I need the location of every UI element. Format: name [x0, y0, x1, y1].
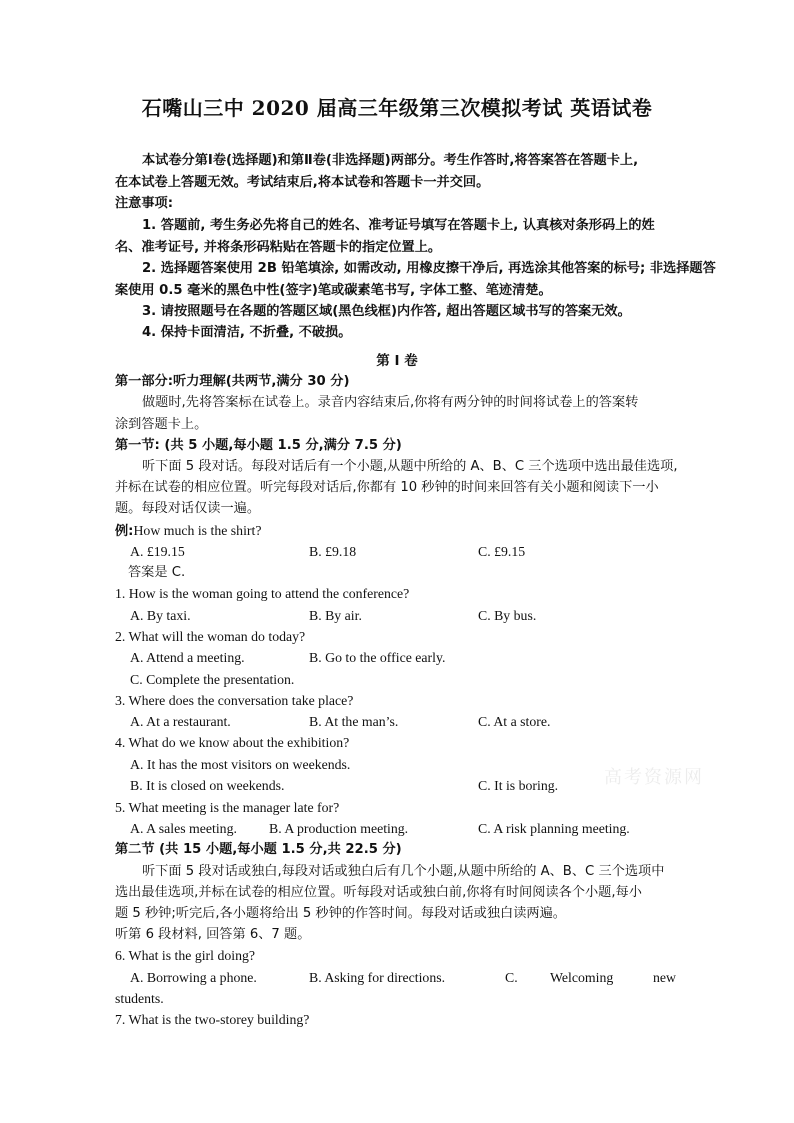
intro-line-2: 在本试卷上答题无效。考试结束后,将本试卷和答题卡一并交回。	[115, 175, 490, 190]
example-answer: 答案是 C.	[128, 565, 186, 580]
section-two-desc-2: 选出最佳选项,并标在试卷的相应位置。听每段对话或独白前,你将有时间阅读各个小题,每小	[115, 885, 642, 900]
notice-item-1b: 名、准考证号, 并将条形码粘贴在答题卡的指定位置上。	[115, 240, 442, 255]
q6-option-a: A. Borrowing a phone.	[130, 970, 257, 985]
q5-option-c: C. A risk planning meeting.	[478, 821, 630, 836]
section-one-desc-2: 并标在试卷的相应位置。听完每段对话后,你都有 10 秒钟的时间来回答有关小题和阅读下一小	[115, 480, 659, 495]
q5-option-b: B. A production meeting.	[269, 821, 409, 836]
notice-heading: 注意事项:	[115, 196, 174, 211]
q6-option-b: B. Asking for directions.	[309, 970, 446, 985]
example-question-text: How much is the shirt?	[133, 523, 262, 538]
example-option-c: C. £9.15	[478, 544, 526, 559]
question-3: 3. Where does the conversation take place?	[115, 693, 354, 708]
watermark: 高考资源网	[604, 767, 704, 788]
q6-option-c-continued: students.	[115, 991, 164, 1006]
question-7: 7. What is the two-storey building?	[115, 1012, 310, 1027]
q1-option-a: A. By taxi.	[130, 608, 191, 623]
material-6-label: 听第 6 段材料, 回答第 6、7 题。	[115, 927, 311, 942]
q4-option-a: A. It has the most visitors on weekends.	[130, 757, 351, 772]
part-one-desc-1: 做题时,先将答案标在试卷上。录音内容结束后,你将有两分钟的时间将试卷上的答案转	[142, 395, 639, 410]
section-one-desc-3: 题。每段对话仅读一遍。	[115, 501, 261, 516]
example-option-a: A. £19.15	[130, 544, 185, 559]
question-2: 2. What will the woman do today?	[115, 629, 306, 644]
notice-item-2b: 案使用 0.5 毫米的黑色中性(签字)笔或碳素笔书写, 字体工整、笔迹清楚。	[115, 283, 552, 298]
question-6: 6. What is the girl doing?	[115, 948, 255, 963]
q3-option-c: C. At a store.	[478, 714, 551, 729]
q1-option-c: C. By bus.	[478, 608, 537, 623]
q5-option-a: A. A sales meeting.	[130, 821, 237, 836]
q6-option-c-word-2: new	[653, 970, 676, 985]
section-two-desc-1: 听下面 5 段对话或独白,每段对话或独白后有几个小题,从题中所给的 A、B、C 三个选项中	[142, 864, 665, 879]
notice-item-1a: 1. 答题前, 考生务必先将自己的姓名、准考证号填写在答题卡上, 认真核对条形码上的姓	[142, 218, 655, 233]
section-two-heading: 第二节 (共 15 小题,每小题 1.5 分,共 22.5 分)	[115, 842, 402, 857]
section-one-heading: 第一节: (共 5 小题,每小题 1.5 分,满分 7.5 分)	[115, 438, 402, 453]
q3-option-b: B. At the man’s.	[309, 714, 399, 729]
notice-item-2a: 2. 选择题答案使用 2B 铅笔填涂, 如需改动, 用橡皮擦干净后, 再选涂其他答案的标号; 非选择题答	[142, 261, 716, 276]
example-question	[115, 520, 261, 542]
q2-option-b: B. Go to the office early.	[309, 650, 446, 665]
notice-item-3: 3. 请按照题号在各题的答题区域(黑色线框)内作答, 超出答题区域书写的答案无效。	[142, 304, 631, 319]
page-title: 石嘴山三中 2020 届高三年级第三次模拟考试 英语试卷	[141, 96, 653, 120]
volume-one-heading: 第 Ⅰ 卷	[376, 353, 418, 369]
q6-option-c-word-1: Welcoming	[550, 970, 614, 985]
question-5: 5. What meeting is the manager late for?	[115, 800, 340, 815]
example-option-b: B. £9.18	[309, 544, 357, 559]
example-label: 例:	[115, 524, 134, 539]
question-4: 4. What do we know about the exhibition?	[115, 735, 350, 750]
part-one-desc-2: 涂到答题卡上。	[115, 417, 208, 432]
q3-option-a: A. At a restaurant.	[130, 714, 231, 729]
section-one-desc-1: 听下面 5 段对话。每段对话后有一个小题,从题中所给的 A、B、C 三个选项中选出最佳选项,	[142, 459, 678, 474]
notice-item-4: 4. 保持卡面清洁, 不折叠, 不破损。	[142, 325, 352, 340]
q1-option-b: B. By air.	[309, 608, 362, 623]
part-one-heading: 第一部分:听力理解(共两节,满分 30 分)	[115, 374, 350, 389]
section-two-desc-3: 题 5 秒钟;听完后,各小题将给出 5 秒钟的作答时间。每段对话或独白读两遍。	[115, 906, 566, 921]
q2-option-c: C. Complete the presentation.	[130, 672, 295, 687]
q4-option-b: B. It is closed on weekends.	[130, 778, 285, 793]
q4-option-c: C. It is boring.	[478, 778, 559, 793]
question-1: 1. How is the woman going to attend the conference?	[115, 586, 410, 601]
q2-option-a: A. Attend a meeting.	[130, 650, 245, 665]
q6-option-c-letter: C.	[505, 970, 518, 985]
intro-line-1: 本试卷分第Ⅰ卷(选择题)和第Ⅱ卷(非选择题)两部分。考生作答时,将答案答在答题卡上,	[142, 153, 639, 168]
